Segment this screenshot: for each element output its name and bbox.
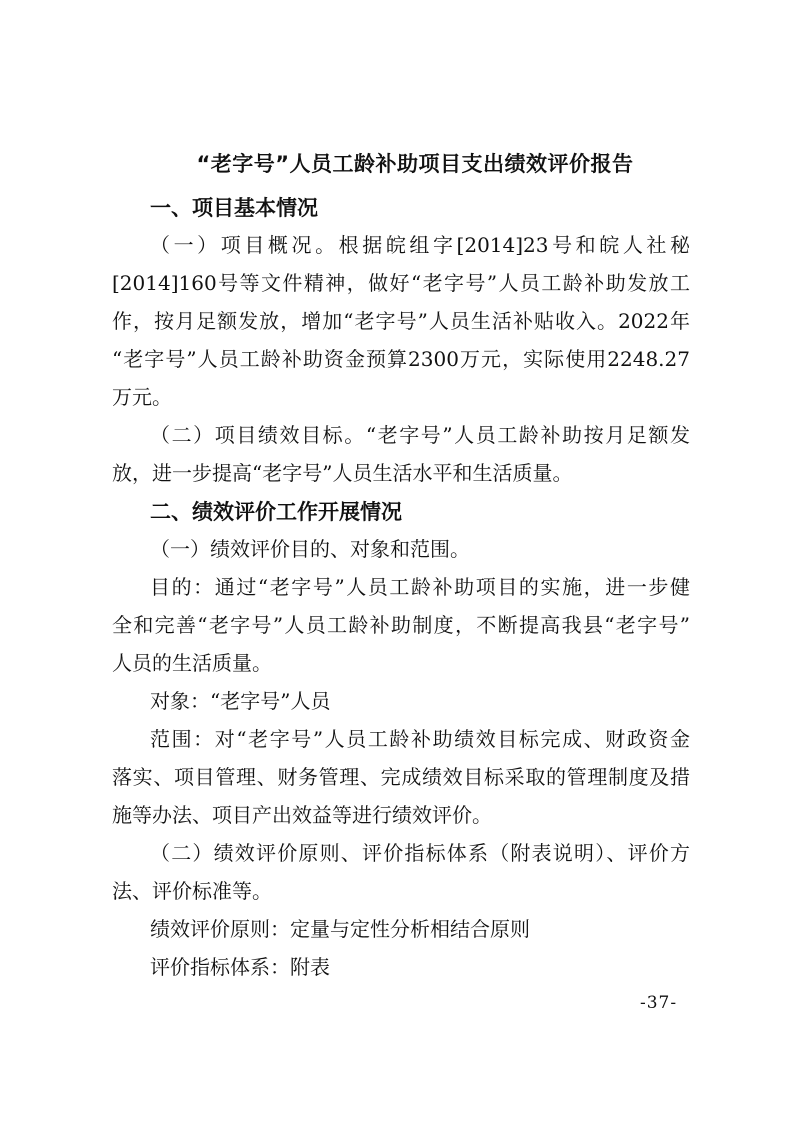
paragraph-line: 人员的生活质量。 xyxy=(112,651,272,675)
paragraph-line: 作，按月足额发放，增加“老字号”人员生活补贴收入。2022年 xyxy=(112,309,690,333)
section-heading-1: 一、项目基本情况 xyxy=(150,196,318,220)
page-number: -37- xyxy=(640,993,678,1013)
paragraph-line: 对象：“老字号”人员 xyxy=(150,689,331,713)
paragraph-line: “老字号”人员工龄补助资金预算2300万元，实际使用2248.27 xyxy=(112,347,690,371)
paragraph-line: （一）项目概况。根据皖组字[2014]23号和皖人社秘 xyxy=(150,233,690,257)
paragraph-line: 全和完善“老字号”人员工龄补助制度，不断提高我县“老字号” xyxy=(112,613,690,637)
paragraph-line: 目的：通过“老字号”人员工龄补助项目的实施，进一步健 xyxy=(150,575,690,599)
paragraph-line: 绩效评价原则：定量与定性分析相结合原则 xyxy=(150,917,530,941)
paragraph-line: （二）绩效评价原则、评价指标体系（附表说明）、评价方 xyxy=(150,841,690,865)
paragraph-line: （一）绩效评价目的、对象和范围。 xyxy=(150,537,470,561)
paragraph-line: （二）项目绩效目标。“老字号”人员工龄补助按月足额发 xyxy=(150,423,690,447)
paragraph-line: [2014]160号等文件精神，做好“老字号”人员工龄补助发放工 xyxy=(112,271,690,295)
paragraph-line: 施等办法、项目产出效益等进行绩效评价。 xyxy=(112,803,492,827)
report-title: “老字号”人员工龄补助项目支出绩效评价报告 xyxy=(196,152,634,176)
paragraph-line: 评价指标体系：附表 xyxy=(150,955,330,979)
paragraph-line: 法、评价标准等。 xyxy=(112,879,272,903)
section-heading-2: 二、绩效评价工作开展情况 xyxy=(150,500,402,524)
paragraph-line: 落实、项目管理、财务管理、完成绩效目标采取的管理制度及措 xyxy=(112,765,690,789)
paragraph-line: 放，进一步提高“老字号”人员生活水平和生活质量。 xyxy=(112,461,573,485)
paragraph-line: 万元。 xyxy=(112,385,172,409)
paragraph-line: 范围：对“老字号”人员工龄补助绩效目标完成、财政资金 xyxy=(150,727,690,751)
